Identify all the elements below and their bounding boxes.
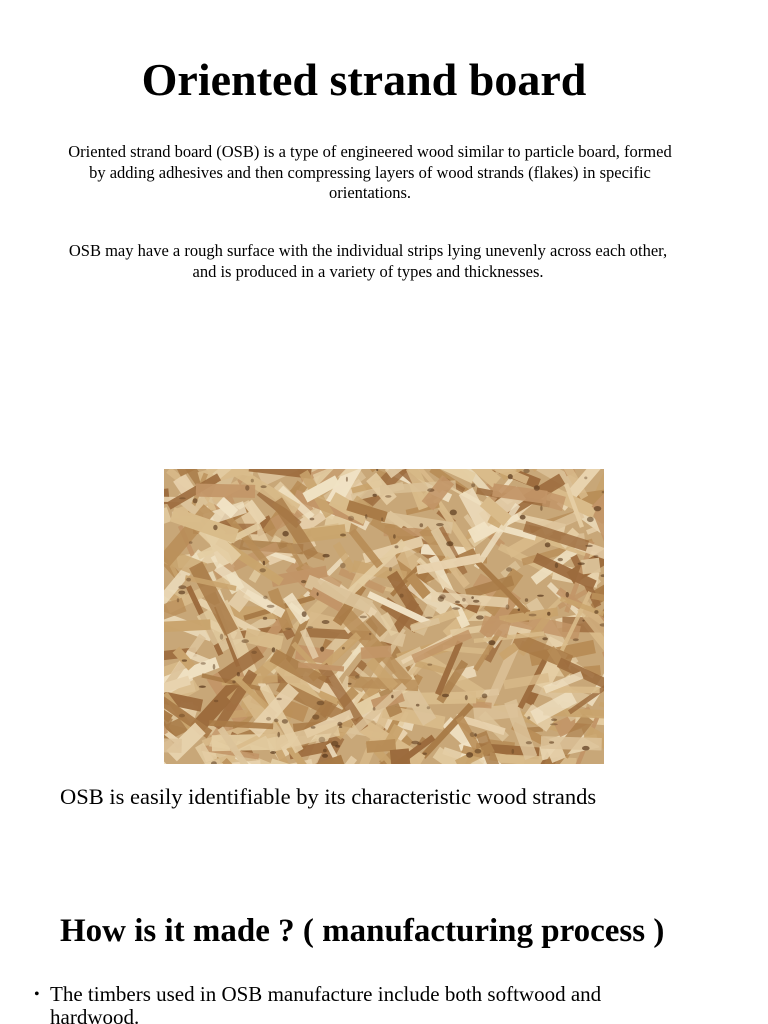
- texture-gap: [537, 595, 544, 597]
- texture-gap: [178, 591, 185, 595]
- texture-gap: [450, 510, 457, 516]
- texture-gap: [465, 695, 468, 700]
- texture-gap: [346, 477, 348, 482]
- texture-gap: [400, 594, 404, 598]
- texture-gap: [348, 516, 354, 521]
- texture-gap: [393, 534, 396, 538]
- texture-gap: [385, 495, 391, 498]
- texture-gap: [307, 626, 313, 628]
- texture-gap: [251, 651, 257, 654]
- texture-gap: [446, 541, 453, 546]
- texture-gap: [312, 714, 319, 719]
- texture-gap: [573, 638, 579, 641]
- texture-gap: [261, 485, 267, 488]
- texture-gap: [274, 719, 279, 723]
- texture-gap: [455, 601, 460, 604]
- texture-gap: [193, 498, 198, 503]
- texture-gap: [452, 607, 460, 610]
- texture-gap: [322, 620, 330, 624]
- texture-gap: [320, 647, 324, 652]
- texture-gap: [594, 555, 599, 558]
- texture-gap: [179, 714, 185, 718]
- texture-gap: [427, 488, 434, 492]
- texture-gap: [237, 672, 240, 676]
- texture-gap: [251, 479, 254, 483]
- texture-gap: [285, 628, 291, 630]
- texture-gap: [506, 604, 510, 609]
- texture-gap: [359, 616, 367, 619]
- texture-gap: [317, 592, 319, 596]
- texture-gap: [263, 596, 268, 600]
- texture-gap: [189, 541, 193, 544]
- texture-gap: [199, 686, 206, 688]
- texture-gap: [520, 515, 526, 520]
- texture-gap: [547, 612, 550, 616]
- texture-gap: [416, 704, 420, 707]
- texture-gap: [555, 563, 558, 569]
- texture-gap: [512, 749, 515, 754]
- section-heading: How is it made ? ( manufacturing process ): [60, 913, 665, 949]
- texture-gap: [420, 523, 424, 527]
- texture-gap: [587, 517, 594, 522]
- osb-texture-photo: [164, 469, 604, 764]
- texture-gap: [526, 741, 532, 744]
- texture-gap: [355, 675, 360, 678]
- texture-gap: [369, 633, 372, 635]
- texture-gap: [470, 732, 475, 737]
- intro-paragraph-1: Oriented strand board (OSB) is a type of engineered wood similar to particle board, formed by adding adhesives and then compressing layers of wood strands (flakes) in specific orientations.: [68, 142, 672, 202]
- texture-gap: [182, 659, 187, 661]
- texture-gap: [365, 514, 367, 519]
- texture-gap: [310, 518, 315, 521]
- bullet-icon: •: [34, 986, 40, 1003]
- texture-gap: [179, 497, 186, 499]
- texture-gap: [471, 596, 474, 599]
- texture-gap: [213, 525, 217, 530]
- texture-gap: [389, 567, 392, 571]
- texture-gap: [585, 545, 593, 547]
- texture-gap: [566, 592, 569, 598]
- texture-gap: [482, 694, 488, 699]
- texture-gap: [232, 680, 235, 683]
- texture-gap: [508, 474, 513, 479]
- figure-caption: OSB is easily identifiable by its characteristic wood strands: [60, 784, 597, 809]
- texture-gap: [527, 716, 530, 719]
- texture-gap: [323, 554, 330, 558]
- texture-gap: [529, 614, 537, 617]
- texture-gap: [473, 600, 479, 603]
- texture-gap: [220, 634, 223, 640]
- texture-gap: [201, 662, 206, 665]
- texture-gap: [425, 617, 432, 619]
- texture-gap: [506, 567, 512, 571]
- texture-gap: [322, 754, 328, 758]
- texture-gap: [423, 753, 427, 755]
- texture-gap: [317, 701, 325, 706]
- list-item: [34, 983, 654, 1024]
- wood-strand: [390, 748, 410, 764]
- texture-gap: [442, 694, 449, 697]
- texture-gap: [518, 608, 520, 611]
- texture-gap: [331, 741, 338, 746]
- texture-gap: [525, 598, 528, 602]
- texture-gap: [242, 639, 249, 643]
- texture-gap: [427, 664, 432, 666]
- texture-gap: [466, 752, 473, 758]
- texture-gap: [178, 585, 186, 589]
- texture-gap: [550, 723, 558, 725]
- texture-gap: [340, 563, 346, 569]
- texture-gap: [373, 494, 377, 497]
- texture-gap: [439, 594, 446, 599]
- texture-gap: [302, 611, 307, 617]
- texture-gap: [373, 707, 376, 710]
- texture-gap: [342, 647, 345, 650]
- texture-gap: [594, 610, 598, 614]
- texture-gap: [545, 542, 551, 547]
- bullet-list: [34, 983, 654, 1024]
- texture-gap: [214, 700, 218, 702]
- texture-gap: [340, 534, 346, 537]
- texture-gap: [266, 717, 271, 721]
- texture-gap: [301, 580, 306, 583]
- texture-gap: [476, 615, 484, 619]
- texture-gap: [395, 545, 399, 548]
- texture-gap: [263, 561, 265, 565]
- texture-gap: [213, 664, 216, 670]
- texture-gap: [474, 733, 476, 736]
- texture-gap: [177, 598, 179, 602]
- texture-gap: [311, 726, 316, 729]
- texture-gap: [245, 485, 249, 491]
- texture-gap: [323, 749, 327, 753]
- texture-gap: [348, 683, 352, 685]
- intro-paragraph-2: OSB may have a rough surface with the individual strips lying unevenly across each other, and is produced in a variety of types and thicknesses.: [68, 241, 668, 281]
- texture-gap: [582, 620, 584, 622]
- texture-gap: [260, 568, 266, 572]
- texture-gap: [462, 598, 466, 602]
- texture-gap: [339, 726, 342, 728]
- texture-gap: [282, 719, 288, 724]
- texture-gap: [558, 558, 563, 561]
- texture-gap: [186, 578, 191, 582]
- texture-gap: [337, 722, 342, 726]
- osb-texture-image: [164, 469, 604, 764]
- texture-gap: [282, 531, 288, 537]
- texture-gap: [540, 506, 542, 511]
- texture-gap: [411, 741, 419, 744]
- texture-gap: [277, 732, 280, 738]
- texture-gap: [263, 617, 267, 620]
- texture-gap: [319, 737, 326, 743]
- texture-gap: [488, 640, 495, 645]
- wood-strand: [164, 737, 182, 753]
- texture-gap: [277, 698, 282, 701]
- texture-gap: [578, 562, 585, 565]
- texture-gap: [582, 746, 590, 751]
- texture-gap: [436, 523, 444, 526]
- texture-gap: [267, 605, 275, 608]
- texture-gap: [427, 706, 430, 709]
- texture-gap: [381, 517, 383, 521]
- page-title: Oriented strand board: [141, 54, 587, 105]
- texture-gap: [549, 741, 554, 743]
- texture-gap: [551, 719, 557, 722]
- wood-strand: [581, 558, 601, 575]
- texture-gap: [475, 749, 482, 754]
- list-item-text: The timbers used in OSB manufacture include both softwood and hardwood.: [50, 982, 602, 1024]
- texture-gap: [471, 483, 475, 487]
- texture-gap: [272, 647, 276, 652]
- texture-gap: [534, 485, 540, 491]
- texture-gap: [270, 751, 276, 754]
- texture-gap: [584, 477, 587, 480]
- wood-strand: [361, 645, 392, 659]
- texture-gap: [542, 637, 548, 640]
- texture-gap: [594, 506, 602, 511]
- texture-gap: [391, 695, 393, 699]
